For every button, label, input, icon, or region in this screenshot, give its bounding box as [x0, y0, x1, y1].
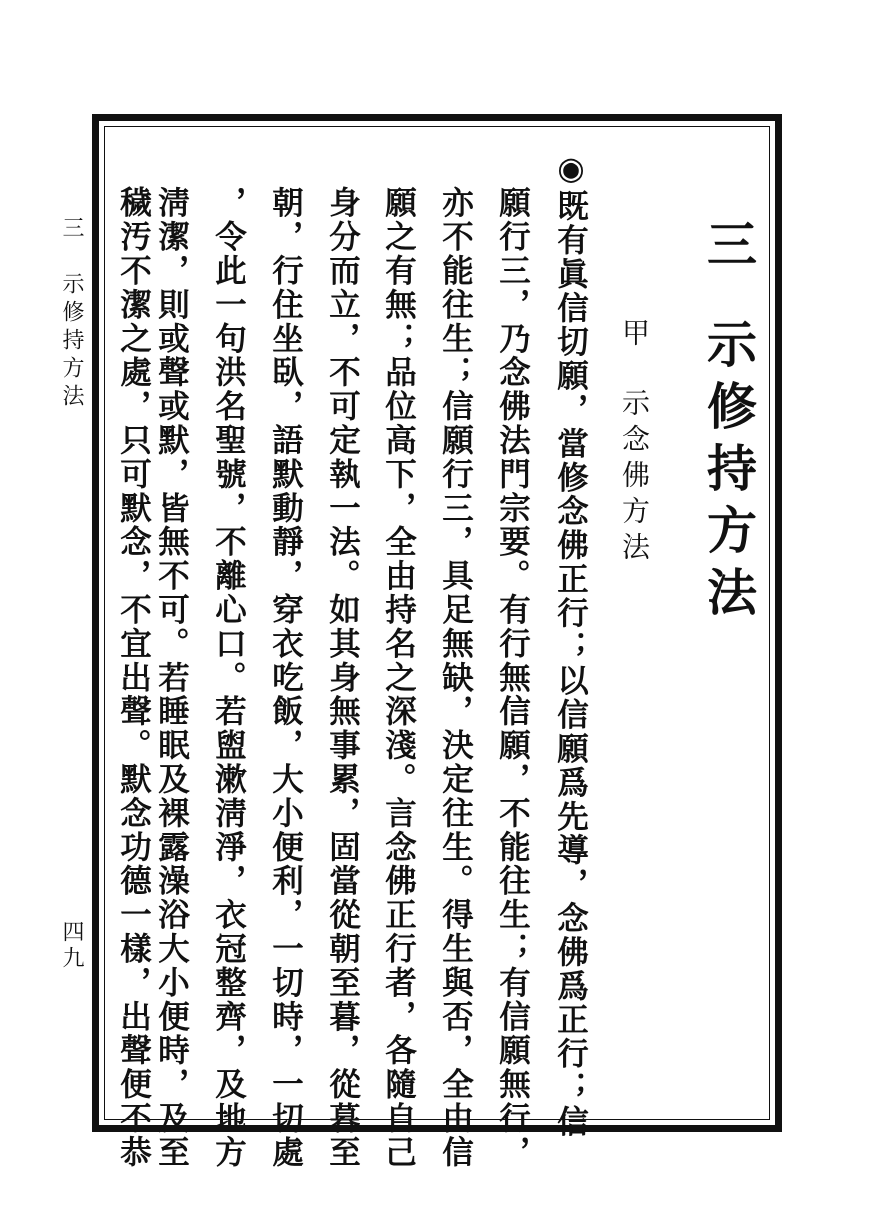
text-column-7: ，令此一句洪名聖號，不離心口。若盥漱淸淨，衣冠整齊，及地方	[210, 186, 248, 1170]
text-column-2: 願行三，乃念佛法門宗要。有行無信願，不能往生；有信願無行，	[494, 186, 532, 1170]
text-column-9: 穢汚不潔之處，只可默念，不宜出聲。默念功德一樣，出聲便不恭	[115, 186, 153, 1170]
text-column-4: 願之有無；品位高下，全由持名之深淺。言念佛正行者，各隨自己	[380, 186, 418, 1170]
text-column-3: 亦不能往生；信願行三，具足無缺，決定往生。得生與否，全由信	[437, 186, 475, 1170]
section-heading	[618, 318, 651, 568]
text-column-1	[552, 150, 590, 1139]
running-head: 三 示修持方法	[59, 216, 84, 412]
text-column-8: 淸潔，則或聲或默，皆無不可。若睡眠及裸露澡浴大小便時，及至	[153, 186, 191, 1170]
text-column-5: 身分而立，不可定執一法。如其身無事累，固當從朝至暮，從暮至	[324, 186, 362, 1170]
bullet-icon: ◉	[552, 150, 590, 190]
section-mark: 甲	[618, 318, 651, 354]
page-number: 四九	[59, 920, 84, 972]
section-title: 示念佛方法	[618, 388, 651, 568]
text-column-1-content: 既有眞信切願，當修念佛正行；以信願爲先導，念佛爲正行；信	[552, 189, 590, 1139]
text-column-6: 朝，行住坐臥，語默動靜，穿衣吃飯，大小便利，一切時，一切處	[267, 186, 305, 1170]
page-frame-inner	[104, 126, 770, 1120]
chapter-title: 示修持方法	[699, 318, 758, 628]
chapter-number: 三	[699, 218, 758, 280]
chapter-heading	[699, 218, 758, 628]
